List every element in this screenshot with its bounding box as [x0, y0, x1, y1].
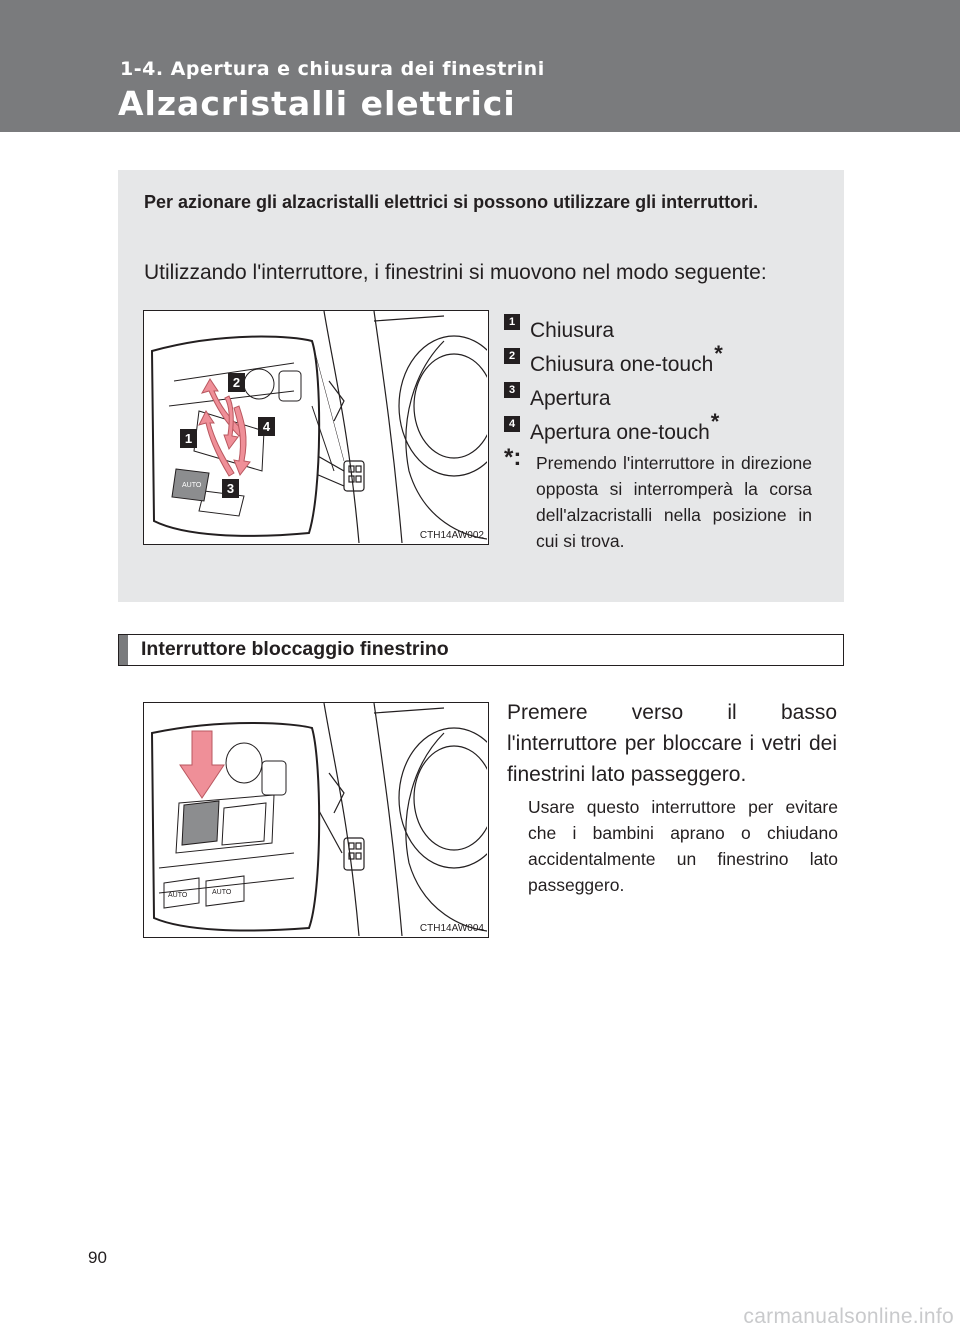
- legend-label: Chiusura one-touch*: [530, 341, 723, 376]
- watermark: carmanualsonline.info: [743, 1305, 954, 1328]
- auto-switch-label: AUTO: [182, 482, 202, 489]
- svg-text:2: 2: [232, 375, 241, 390]
- figure-window-lock-switch: [143, 702, 489, 938]
- number-box-icon: 2: [504, 348, 520, 364]
- note-marker: *:: [504, 444, 522, 471]
- legend-label: Apertura: [530, 387, 611, 410]
- legend-label: Apertura one-touch*: [530, 409, 720, 444]
- lock-instruction: Premere verso il basso l'interruttore per bloccare i vetri dei finestrini lato passeggero.: [507, 701, 837, 786]
- number-box-icon: 1: [504, 314, 520, 330]
- page-title: Alzacristalli elettrici: [118, 84, 516, 123]
- page-number: 90: [88, 1248, 107, 1267]
- figure-window-switches: [143, 310, 489, 545]
- figure-code: CTH14AW004: [419, 923, 484, 934]
- figure-code: CTH14AW002: [419, 530, 484, 541]
- svg-text:4: 4: [262, 419, 271, 434]
- heading-bar: [119, 635, 128, 665]
- number-box-icon: 4: [504, 416, 520, 432]
- note-text: Premendo l'interruttore in direzione opposta si interromperà la corsa dell'alzacristalli nella posizione in cui si trova.: [536, 453, 812, 551]
- window-lock-illustration: [144, 703, 487, 936]
- intro-text: Utilizzando l'interruttore, i finestrini si muovono nel modo seguente:: [144, 261, 767, 284]
- legend-label: Chiusura: [530, 319, 615, 342]
- auto-switch-label: AUTO: [212, 889, 232, 896]
- auto-switch-label: AUTO: [168, 892, 188, 899]
- section-heading-text: Interruttore bloccaggio finestrino: [141, 638, 449, 660]
- section-heading: [118, 634, 844, 666]
- window-switch-illustration: [144, 311, 487, 543]
- page-header: [0, 0, 960, 132]
- lock-note: Usare questo interruttore per evitare che i bambini aprano o chiudano accidentalmente un finestrino lato passeggero.: [528, 797, 838, 895]
- section-label: 1-4. Apertura e chiusura dei finestrini: [120, 58, 545, 80]
- svg-text:3: 3: [226, 481, 235, 496]
- svg-text:1: 1: [184, 431, 193, 446]
- number-box-icon: 3: [504, 382, 520, 398]
- intro-bold-text: Per azionare gli alzacristalli elettrici si possono utilizzare gli interruttori.: [144, 192, 759, 212]
